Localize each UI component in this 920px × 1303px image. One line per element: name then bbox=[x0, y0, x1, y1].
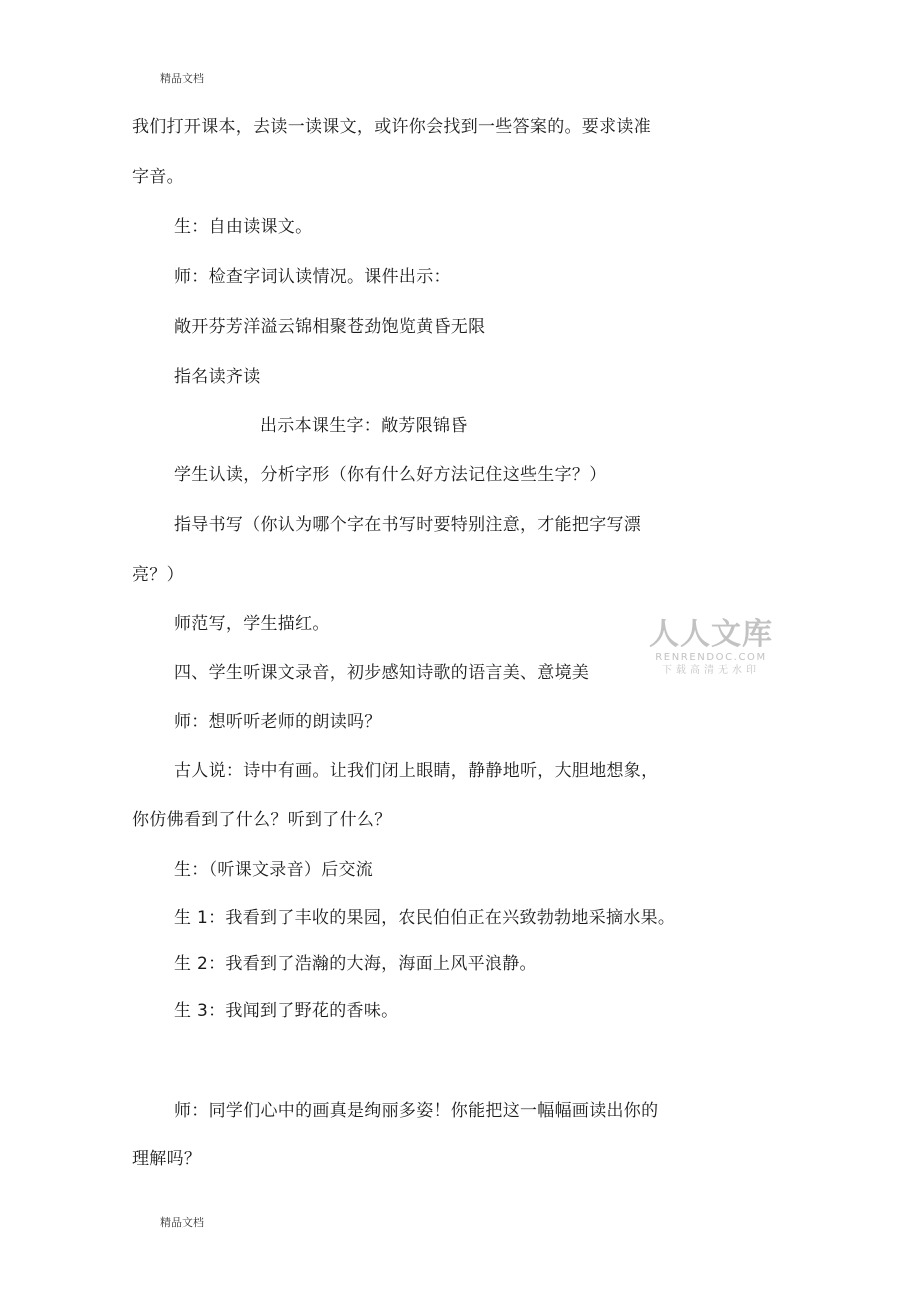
text-line: 师范写，学生描红。 bbox=[174, 614, 330, 634]
text-line: 指名读齐读 bbox=[174, 367, 261, 387]
text-line: 师：想听听老师的朗读吗？ bbox=[174, 712, 382, 732]
text-line: 师：同学们心中的画真是绚丽多姿！你能把这一幅幅画读出你的 bbox=[174, 1101, 659, 1121]
watermark-title: 人人文库 bbox=[649, 617, 773, 652]
text-line: 理解吗？ bbox=[132, 1149, 202, 1169]
watermark-subtitle: 下载高清无水印 bbox=[662, 665, 760, 676]
text-line: 生 1：我看到了丰收的果园，农民伯伯正在兴致勃勃地采摘水果。 bbox=[174, 908, 676, 928]
text-line: 指导书写（你认为哪个字在书写时要特别注意，才能把字写漂 bbox=[174, 515, 642, 535]
text-line: 古人说：诗中有画。让我们闭上眼睛，静静地听，大胆地想象， bbox=[174, 761, 659, 781]
text-line: 生：（听课文录音）后交流 bbox=[174, 860, 374, 880]
text-line: 学生认读，分析字形（你有什么好方法记住这些生字？） bbox=[174, 465, 607, 485]
text-line: 你仿佛看到了什么？听到了什么？ bbox=[132, 810, 392, 830]
watermark-logo bbox=[646, 618, 776, 678]
text-line: 字音。 bbox=[132, 167, 184, 187]
text-line: 四、学生听课文录音，初步感知诗歌的语言美、意境美 bbox=[174, 663, 590, 683]
text-line: 敞开芬芳洋溢云锦相聚苍劲饱览黄昏无限 bbox=[174, 317, 486, 337]
text-line: 生 2：我看到了浩瀚的大海，海面上风平浪静。 bbox=[174, 954, 537, 974]
text-line: 生 3：我闻到了野花的香味。 bbox=[174, 1001, 399, 1021]
text-line: 我们打开课本，去读一读课文，或许你会找到一些答案的。要求读准 bbox=[132, 117, 651, 137]
text-line: 生：自由读课文。 bbox=[174, 217, 313, 237]
text-line: 出示本课生字：敞芳限锦昏 bbox=[260, 416, 468, 436]
text-line: 亮？） bbox=[132, 565, 184, 585]
page-header: 精品文档 bbox=[160, 72, 204, 85]
watermark-domain: RENRENDOC.COM bbox=[655, 652, 767, 663]
page-footer: 精品文档 bbox=[160, 1216, 204, 1229]
text-line: 师：检查字词认读情况。课件出示： bbox=[174, 267, 451, 287]
